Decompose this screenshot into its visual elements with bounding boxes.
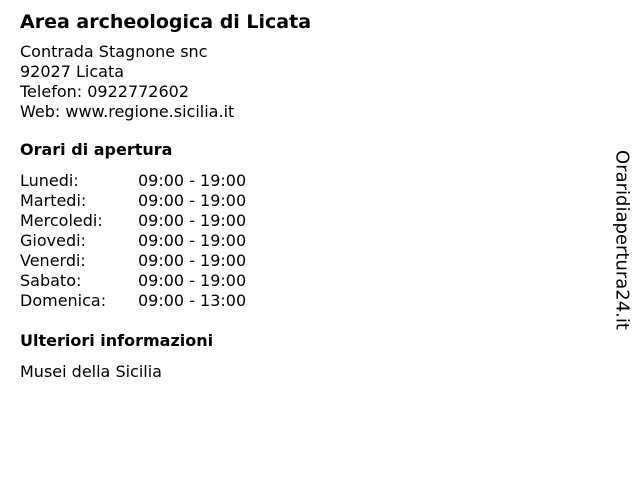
time-range: 09:00 - 19:00	[138, 251, 247, 270]
address-city: 92027 Licata	[20, 62, 125, 81]
time-range: 09:00 - 19:00	[138, 231, 247, 250]
opening-hours-heading: Orari di apertura	[20, 140, 173, 159]
day-label: Mercoledi:	[20, 211, 103, 230]
address-street: Contrada Stagnone snc	[20, 42, 208, 61]
hours-row-saturday	[20, 271, 580, 291]
hours-row-tuesday	[20, 191, 580, 211]
day-label: Venerdi:	[20, 251, 86, 270]
hours-row-friday	[20, 251, 580, 271]
hours-row-thursday	[20, 231, 580, 251]
hours-row-sunday	[20, 291, 580, 311]
day-label: Lunedi:	[20, 171, 79, 190]
time-range: 09:00 - 19:00	[138, 271, 247, 290]
day-label: Giovedi:	[20, 231, 86, 250]
content	[20, 8, 580, 382]
time-range: 09:00 - 13:00	[138, 291, 247, 310]
hours-row-wednesday	[20, 211, 580, 231]
day-label: Sabato:	[20, 271, 82, 290]
opening-hours-list	[20, 171, 580, 311]
page-title: Area archeologica di Licata	[20, 11, 312, 33]
more-info-heading: Ulteriori informazioni	[20, 331, 214, 350]
time-range: 09:00 - 19:00	[138, 211, 247, 230]
day-label: Martedi:	[20, 191, 87, 210]
phone-number: Telefon: 0922772602	[20, 82, 190, 101]
more-info-text: Musei della Sicilia	[20, 362, 162, 381]
hours-row-monday	[20, 171, 580, 191]
day-label: Domenica:	[20, 291, 107, 310]
time-range: 09:00 - 19:00	[138, 171, 247, 190]
website: Web: www.regione.sicilia.it	[20, 102, 235, 121]
site-watermark: Oraridiapertura24.it	[611, 150, 633, 330]
time-range: 09:00 - 19:00	[138, 191, 247, 210]
